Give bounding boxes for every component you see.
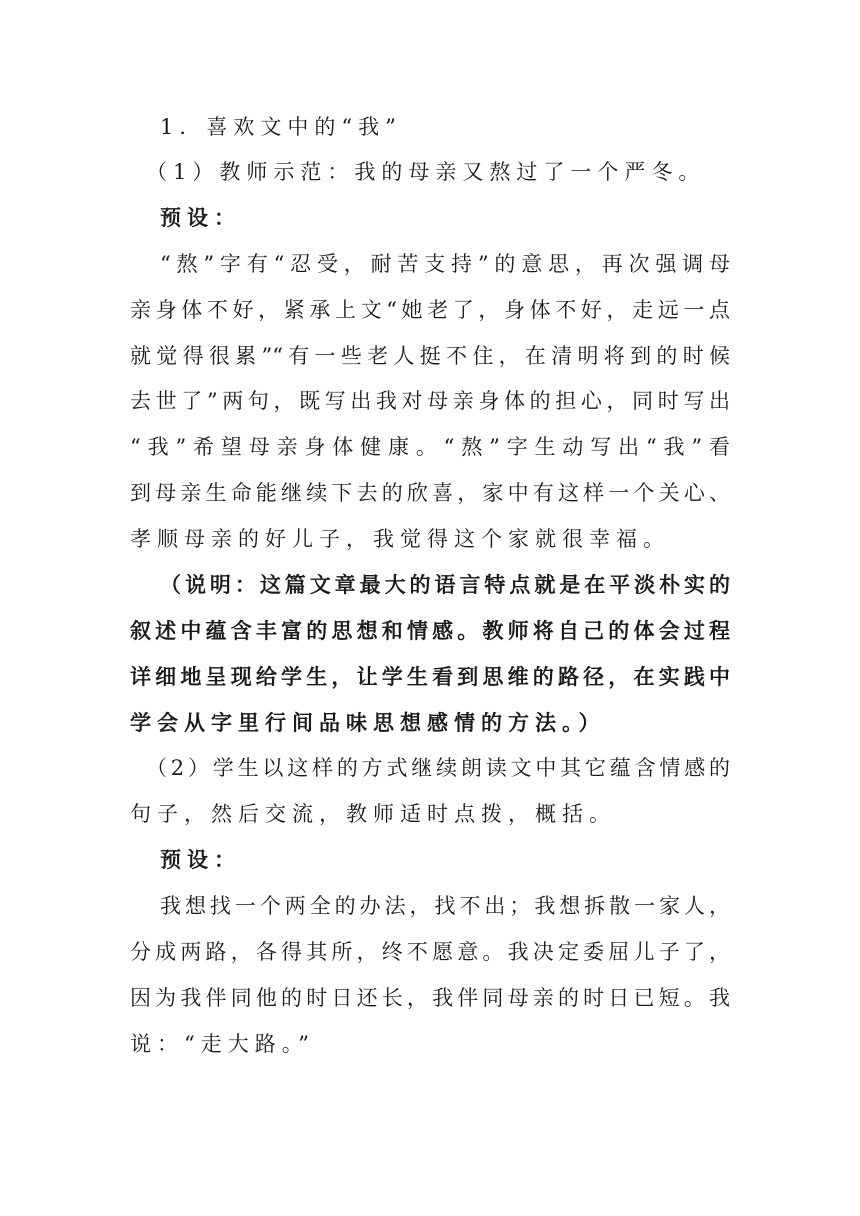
paragraph-line: 亲身体不好，紧承上文“她老了，身体不好，走远一点 <box>130 298 730 322</box>
paragraph-line: 到母亲生命能继续下去的欣喜，家中有这样一个关心、 <box>130 481 730 505</box>
quote-line: 因为我伴同他的时日还长，我伴同母亲的时日已短。我 <box>130 986 730 1010</box>
preset-label-2: 预设： <box>160 847 241 872</box>
quote-line: 说：“走大路。” <box>130 1032 315 1056</box>
paragraph-line: 去世了”两句，既写出我对母亲身体的担心，同时写出 <box>130 389 730 413</box>
paragraph-line: 孝顺母亲的好儿子，我觉得这个家就很幸福。 <box>130 527 670 551</box>
note-line: 学会从字里行间品味思想感情的方法。） <box>130 710 606 735</box>
quote-line: 我想找一个两全的办法，找不出；我想拆散一家人， <box>160 894 730 918</box>
student-activity-line: （2）学生以这样的方式继续朗读文中其它蕴含情感的 <box>146 756 730 780</box>
preset-label-1: 预设： <box>160 205 241 230</box>
heading-item-1: 1．喜欢文中的“我” <box>160 115 402 139</box>
quote-line: 分成两路，各得其所，终不愿意。我决定委屈儿子了， <box>130 940 730 964</box>
paragraph-line: “我”希望母亲身体健康。“熬”字生动写出“我”看 <box>130 435 730 459</box>
note-line: （说明：这篇文章最大的语言特点就是在平淡朴实的 <box>160 572 730 597</box>
paragraph-line: “熬”字有“忍受，耐苦支持”的意思，再次强调母 <box>160 252 730 276</box>
paragraph-line: 就觉得很累”“有一些老人挺不住，在清明将到的时候 <box>130 344 730 368</box>
note-line: 叙述中蕴含丰富的思想和情感。教师将自己的体会过程 <box>130 618 730 643</box>
note-line: 详细地呈现给学生，让学生看到思维的路径，在实践中 <box>130 664 730 689</box>
student-activity-line: 句子，然后交流，教师适时点拨，概括。 <box>130 802 616 826</box>
teacher-demo-line: （1）教师示范：我的母亲又熬过了一个严冬。 <box>146 160 706 184</box>
